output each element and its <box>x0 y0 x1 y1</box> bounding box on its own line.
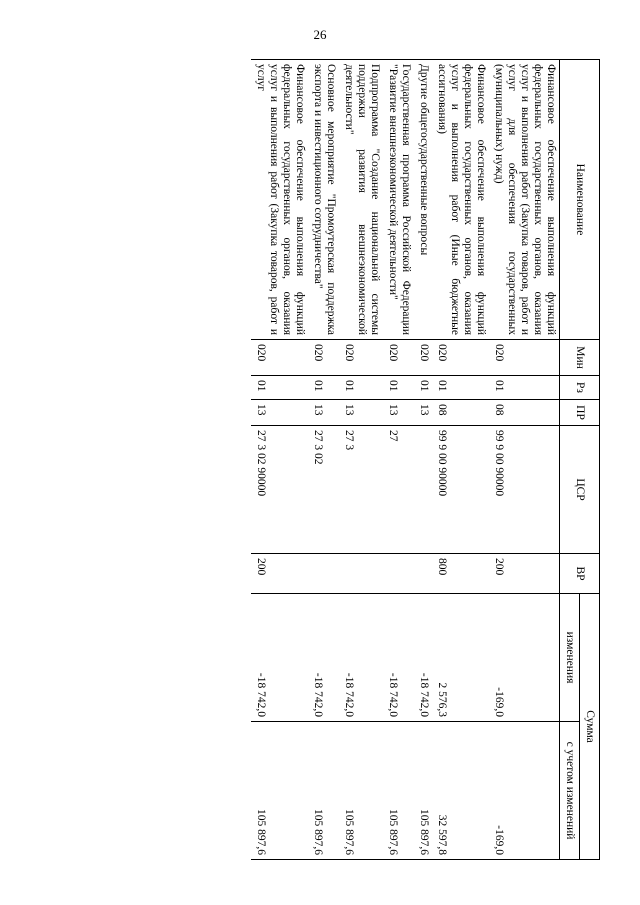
row-csr: 27 3 <box>339 426 383 554</box>
row-csr: 99 9 00 90000 <box>489 426 560 554</box>
row-change: 2 576,3 <box>432 594 489 722</box>
row-vr: 200 <box>251 554 308 594</box>
row-name: Подпрограмма "Создание национальной системы поддержки развития внешнеэкономической деятельности" <box>339 60 383 340</box>
row-vr <box>414 554 432 594</box>
row-total: -169,0 <box>489 722 560 860</box>
row-pr: 08 <box>489 400 560 426</box>
row-change: -18 742,0 <box>339 594 383 722</box>
row-change: -18 742,0 <box>251 594 308 722</box>
row-vr <box>383 554 414 594</box>
row-pr: 08 <box>432 400 489 426</box>
row-name: Финансовое обеспечение выполнения функций федеральных государственных органов, оказания услуг и выполнения работ (Иные бюджетные ассигнования) <box>432 60 489 340</box>
header-csr: ЦСР <box>560 426 600 554</box>
row-min: 020 <box>339 340 383 376</box>
row-change: -18 742,0 <box>414 594 432 722</box>
row-rz: 01 <box>414 376 432 400</box>
table-row <box>432 60 489 860</box>
row-pr: 13 <box>383 400 414 426</box>
row-csr: 27 3 02 <box>308 426 339 554</box>
rotated-table-container <box>70 59 600 859</box>
row-rz: 01 <box>432 376 489 400</box>
row-vr: 800 <box>432 554 489 594</box>
row-name: Финансовое обеспечение выполнения функций федеральных государственных органов, оказания услуг и выполнения работ (Закупка товаров, работ и услуг для обеспечения государственных (муниципальных) нужд) <box>489 60 560 340</box>
row-pr: 13 <box>414 400 432 426</box>
row-rz: 01 <box>308 376 339 400</box>
header-rz: Рз <box>560 376 600 400</box>
row-change: -169,0 <box>489 594 560 722</box>
header-name: Наименование <box>560 60 600 340</box>
row-vr <box>339 554 383 594</box>
row-total: 105 897,6 <box>251 722 308 860</box>
row-rz: 01 <box>339 376 383 400</box>
table-row <box>414 60 432 860</box>
row-pr: 13 <box>251 400 308 426</box>
row-vr <box>308 554 339 594</box>
row-csr: 27 3 02 90000 <box>251 426 308 554</box>
row-csr: 99 9 00 90000 <box>432 426 489 554</box>
page-number: 26 <box>313 27 327 42</box>
row-name: Финансовое обеспечение выполнения функций федеральных государственных органов, оказания услуг и выполнения работ (Закупка товаров, работ и услуг <box>251 60 308 340</box>
table-row <box>308 60 339 860</box>
row-name: Другие общегосударственные вопросы <box>414 60 432 340</box>
row-rz: 01 <box>489 376 560 400</box>
row-min: 020 <box>414 340 432 376</box>
header-sum: Сумма <box>580 594 600 860</box>
header-changes: изменения <box>560 594 580 722</box>
row-min: 020 <box>432 340 489 376</box>
row-rz: 01 <box>251 376 308 400</box>
header-with-changes: с учетом изменений <box>560 722 580 860</box>
row-name: Основное мероприятие "Промоутерская поддержка экспорта и инвестиционного сотрудничества" <box>308 60 339 340</box>
row-pr: 13 <box>339 400 383 426</box>
header-min: Мин <box>560 340 600 376</box>
table-header <box>560 60 600 860</box>
row-change: -18 742,0 <box>383 594 414 722</box>
row-csr <box>414 426 432 554</box>
table-row <box>251 60 308 860</box>
row-min: 020 <box>383 340 414 376</box>
row-total: 105 897,6 <box>339 722 383 860</box>
table-row <box>383 60 414 860</box>
row-rz: 01 <box>383 376 414 400</box>
row-min: 020 <box>308 340 339 376</box>
row-pr: 13 <box>308 400 339 426</box>
row-total: 32 597,8 <box>432 722 489 860</box>
header-vr: ВР <box>560 554 600 594</box>
header-pr: ПР <box>560 400 600 426</box>
row-total: 105 897,6 <box>414 722 432 860</box>
budget-table <box>251 59 600 860</box>
row-csr: 27 <box>383 426 414 554</box>
table-row <box>489 60 560 860</box>
row-min: 020 <box>251 340 308 376</box>
row-change: -18 742,0 <box>308 594 339 722</box>
row-min: 020 <box>489 340 560 376</box>
row-name: Государственная программа Российской Федерации "Развитие внешнеэкономической деятельности" <box>383 60 414 340</box>
row-vr: 200 <box>489 554 560 594</box>
row-total: 105 897,6 <box>383 722 414 860</box>
table-row <box>339 60 383 860</box>
row-total: 105 897,6 <box>308 722 339 860</box>
